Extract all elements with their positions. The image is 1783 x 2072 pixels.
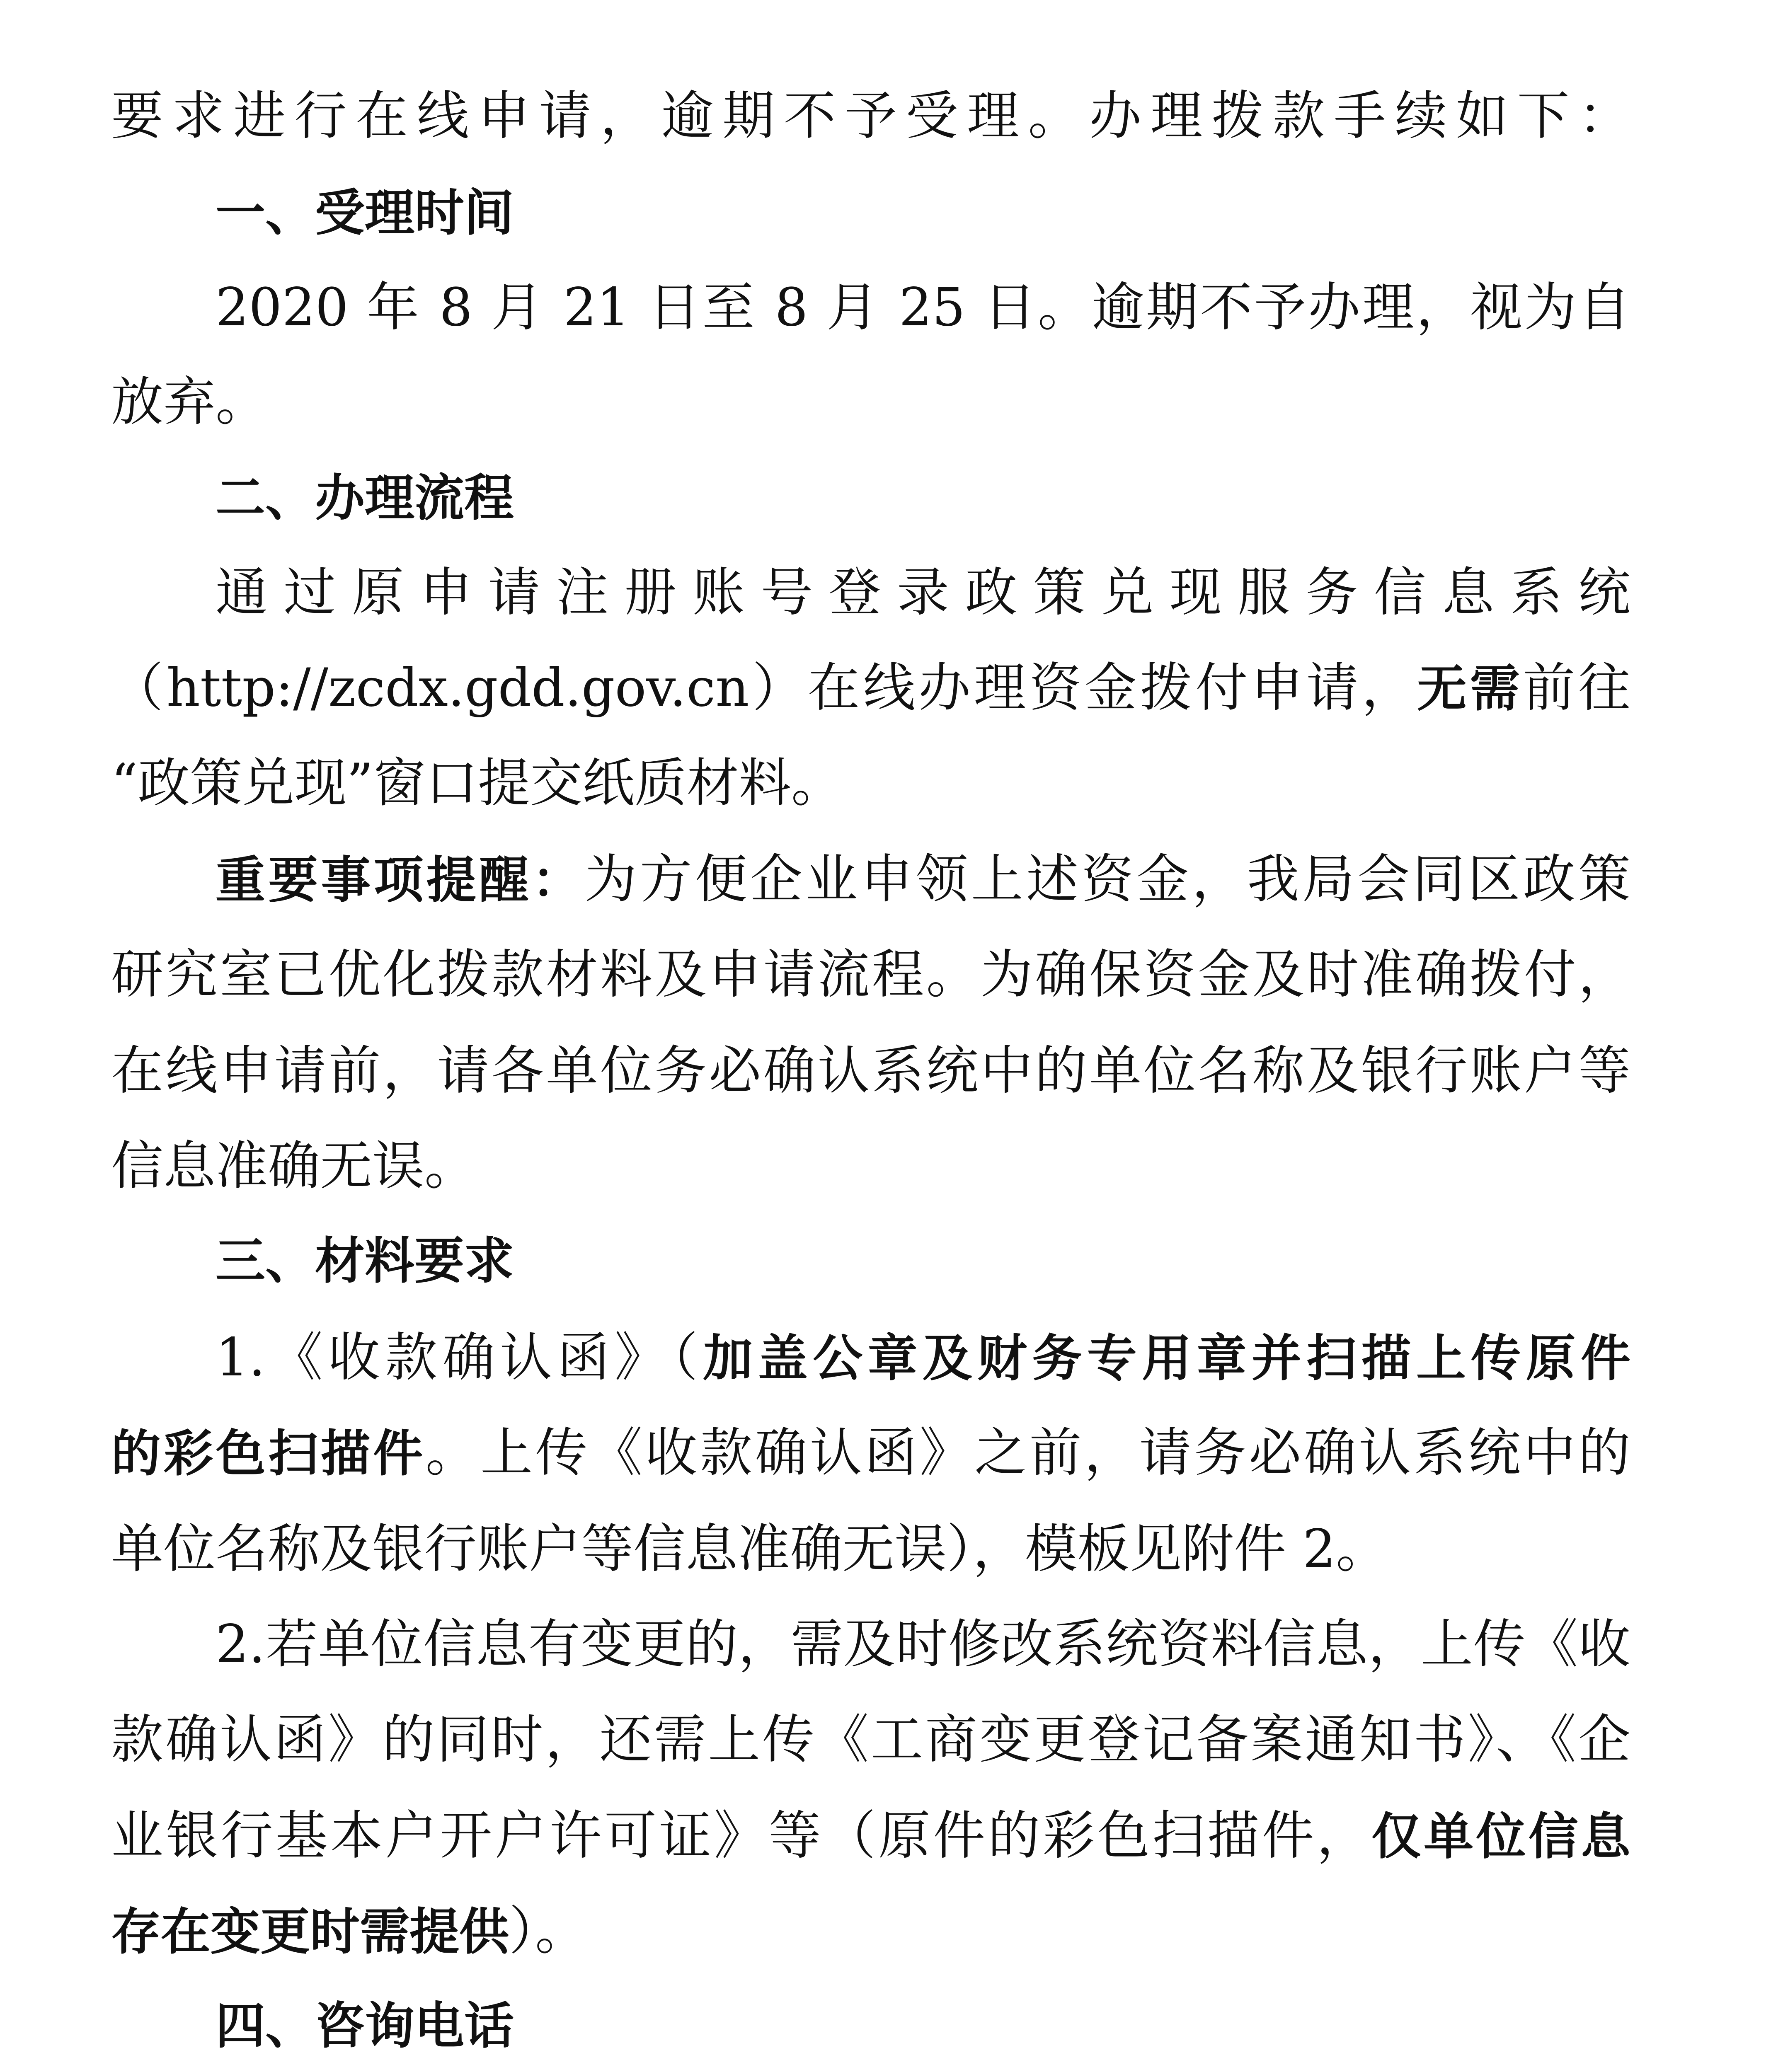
bold-text: 无需 bbox=[1417, 660, 1523, 718]
body-line bbox=[111, 742, 1630, 825]
heading-text: 三、材料要求 bbox=[216, 1232, 514, 1290]
bold-text: 的彩色扫描件 bbox=[111, 1425, 426, 1483]
section-heading-process bbox=[216, 457, 1630, 540]
text-span: 2.若单位信息有变更的，需及时修改系统资料信息，上传《收 bbox=[216, 1614, 1630, 1675]
body-line bbox=[216, 266, 1630, 349]
text-span: （http://zcdx.gdd.gov.cn）在线办理资金拨付申请， bbox=[111, 657, 1417, 718]
bold-text: 加盖公章及财务专用章并扫描上传原件 bbox=[703, 1330, 1630, 1387]
section-heading-materials bbox=[216, 1220, 1630, 1303]
bold-text: 存在变更时需提供 bbox=[111, 1903, 509, 1961]
bold-text: 重要事项提醒： bbox=[216, 852, 585, 909]
text-span: 信息准确无误。 bbox=[111, 1135, 477, 1196]
text-span: 前往 bbox=[1523, 657, 1630, 718]
text-span: 通过原申请注册账号登录政策兑现服务信息系统 bbox=[216, 562, 1630, 623]
heading-text: 二、办理流程 bbox=[216, 470, 514, 527]
body-line bbox=[111, 361, 1630, 443]
body-line bbox=[111, 75, 1630, 157]
body-line bbox=[111, 1125, 1630, 1208]
text-span: 单位名称及银行账户等信息准确无误），模板见附件 2。 bbox=[111, 1518, 1388, 1579]
text-span: 1.《收款确认函》（ bbox=[216, 1327, 703, 1388]
text-span: 放弃。 bbox=[111, 371, 268, 432]
text-span: 。上传《收款确认函》之前，请务必确认系统中的 bbox=[425, 1422, 1630, 1483]
body-line bbox=[111, 646, 1630, 729]
body-line bbox=[111, 1508, 1630, 1590]
text-span: 款确认函》的同时，还需上传《工商变更登记备案通知书》、《企 bbox=[111, 1709, 1630, 1770]
bold-text: 仅单位信息 bbox=[1371, 1808, 1630, 1866]
text-span: 在线申请前，请各单位务必确认系统中的单位名称及银行账户等 bbox=[111, 1040, 1630, 1101]
text-span: “政策兑现”窗口提交纸质材料。 bbox=[111, 753, 843, 813]
text-span: 要求进行在线申请，逾期不予受理。办理拨款手续如下： bbox=[111, 85, 1630, 146]
body-line bbox=[216, 551, 1630, 634]
body-line bbox=[111, 1890, 1630, 1973]
section-heading-contact bbox=[216, 1985, 1630, 2068]
body-line bbox=[111, 1794, 1630, 1877]
body-line bbox=[111, 933, 1630, 1016]
body-line bbox=[216, 1603, 1630, 1686]
body-line bbox=[111, 1411, 1630, 1494]
heading-text: 一、受理时间 bbox=[216, 184, 514, 242]
body-line bbox=[111, 1698, 1630, 1781]
text-span: 为方便企业申领上述资金，我局会同区政策 bbox=[584, 849, 1630, 910]
heading-text: 四、咨询电话 bbox=[216, 1997, 514, 2055]
body-line bbox=[216, 838, 1630, 921]
text-span: ）。 bbox=[509, 1900, 587, 1961]
section-heading-time bbox=[216, 172, 1630, 255]
text-span: 研究室已优化拨款材料及申请流程。为确保资金及时准确拨付， bbox=[111, 944, 1630, 1005]
text-span: 2020 年 8 月 21 日至 8 月 25 日。逾期不予办理，视为自 bbox=[216, 277, 1630, 338]
text-span: 业银行基本户开户许可证》等（原件的彩色扫描件， bbox=[111, 1805, 1372, 1866]
body-line bbox=[111, 1029, 1630, 1112]
body-line bbox=[216, 1316, 1630, 1399]
